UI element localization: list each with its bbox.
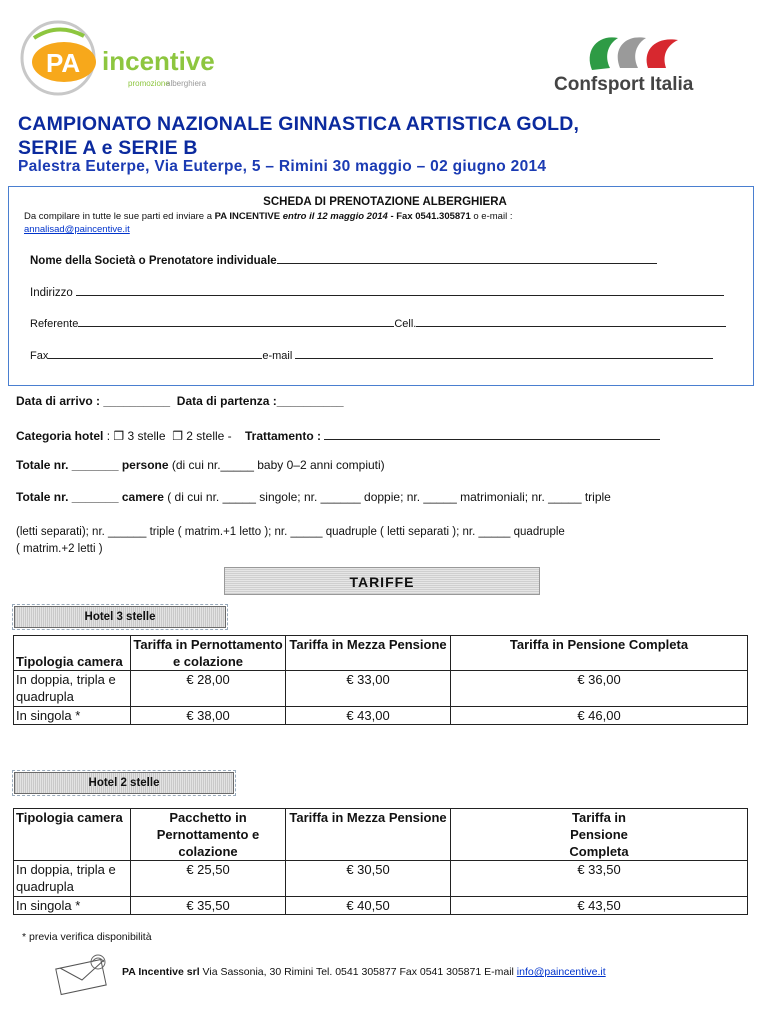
footnote: * previa verifica disponibilità xyxy=(22,931,152,943)
table-header-row xyxy=(14,636,748,671)
row-hb: € 43,00 xyxy=(286,707,451,725)
row-type: In singola * xyxy=(14,707,131,725)
camere-detail: (letti separati); nr. ______ triple ( matrim.+1 letto ); nr. _____ quadruple ( letti separati ); nr. _____ quadruple ( matrim.+2 letti ) xyxy=(16,526,565,555)
referente-field[interactable]: Referente Cell. xyxy=(30,313,726,330)
persone-line[interactable]: Totale nr. _______ persone (di cui nr._____ baby 0–2 anni compiuti) xyxy=(16,458,385,472)
categoria-line[interactable]: Categoria hotel : ❐ 3 stelle ❐ 2 stelle - Trattamento : xyxy=(16,426,660,443)
header-pernottamento: Tariffa in Pernottamento e colazione xyxy=(131,636,286,671)
row-fb: € 33,50 xyxy=(451,861,748,897)
camere-line[interactable]: Totale nr. _______ camere ( di cui nr. _____ singole; nr. ______ doppie; nr. _____ matrimoniali; nr. _____ triple xyxy=(16,490,611,504)
header-tipologia: Tipologia camera xyxy=(14,636,131,671)
checkbox-2-stelle-icon[interactable]: ❐ xyxy=(172,429,183,443)
row-bb: € 38,00 xyxy=(131,707,286,725)
header-mezza-pensione: Tariffa in Mezza Pensione xyxy=(286,809,451,861)
header-tipologia: Tipologia camera xyxy=(14,809,131,861)
confsport-logo xyxy=(548,22,720,98)
event-subtitle: Palestra Euterpe, Via Euterpe, 5 – Rimini 30 maggio – 02 giugno 2014 xyxy=(18,158,547,175)
form-title: SCHEDA DI PRENOTAZIONE ALBERGHIERA xyxy=(263,196,507,208)
footer-email-link[interactable]: info@paincentive.it xyxy=(516,966,606,978)
header-pacchetto: Pacchetto in Pernottamento e colazione xyxy=(131,809,286,861)
hotel-2-stelle-label: Hotel 2 stelle xyxy=(14,772,234,794)
hotel-3-stelle-label: Hotel 3 stelle xyxy=(14,606,226,628)
row-fb: € 46,00 xyxy=(451,707,748,725)
nome-field[interactable]: Nome della Società o Prenotatore individuale xyxy=(30,250,657,267)
row-type: In singola * xyxy=(14,897,131,915)
checkbox-3-stelle-icon[interactable]: ❐ xyxy=(113,429,125,443)
svg-text:promozione: promozione xyxy=(128,79,170,88)
table-row xyxy=(14,707,748,725)
indirizzo-field[interactable]: Indirizzo xyxy=(30,282,724,299)
page-title: CAMPIONATO NAZIONALE GINNASTICA ARTISTICA GOLD, SERIE A e SERIE B xyxy=(18,113,580,159)
pa-incentive-logo xyxy=(18,18,238,98)
row-type: In doppia, tripla e quadrupla xyxy=(14,861,131,897)
header-pensione-completa: Tariffa in Pensione Completa xyxy=(451,636,748,671)
email-link[interactable]: annalisad@paincentive.it xyxy=(24,224,130,235)
form-instructions: Da compilare in tutte le sue parti ed inviare a PA INCENTIVE entro il 12 maggio 2014 - Fax 0541.305871 o e-mail : annalisad@paincentive.it xyxy=(24,211,513,235)
svg-text:PA: PA xyxy=(46,48,81,78)
table-header-row xyxy=(14,809,748,861)
row-hb: € 30,50 xyxy=(286,861,451,897)
svg-text:incentive: incentive xyxy=(102,46,215,76)
fax-email-field[interactable]: Fax e-mail xyxy=(30,345,713,362)
tariffe-title: TARIFFE xyxy=(224,567,540,595)
header-pensione-completa: Tariffa in Pensione Completa xyxy=(451,809,748,861)
svg-text:alberghiera: alberghiera xyxy=(166,79,207,88)
hotel-2-stelle-table xyxy=(13,808,748,915)
svg-text:Confsport Italia: Confsport Italia xyxy=(554,74,694,95)
table-row xyxy=(14,861,748,897)
header-mezza-pensione: Tariffa in Mezza Pensione xyxy=(286,636,451,671)
row-bb: € 35,50 xyxy=(131,897,286,915)
row-hb: € 33,00 xyxy=(286,671,451,707)
table-row xyxy=(14,671,748,707)
row-hb: € 40,50 xyxy=(286,897,451,915)
footer-contacts: PA Incentive srl Via Sassonia, 30 Rimini Tel. 0541 305877 Fax 0541 305871 E-mail info@paincentive.it xyxy=(122,966,606,978)
dates-line[interactable]: Data di arrivo : __________ Data di partenza :__________ xyxy=(16,394,344,408)
row-type: In doppia, tripla e quadrupla xyxy=(14,671,131,707)
row-fb: € 36,00 xyxy=(451,671,748,707)
envelope-icon xyxy=(52,950,114,998)
row-bb: € 28,00 xyxy=(131,671,286,707)
hotel-3-stelle-table xyxy=(13,635,748,725)
row-bb: € 25,50 xyxy=(131,861,286,897)
row-fb: € 43,50 xyxy=(451,897,748,915)
table-row xyxy=(14,897,748,915)
